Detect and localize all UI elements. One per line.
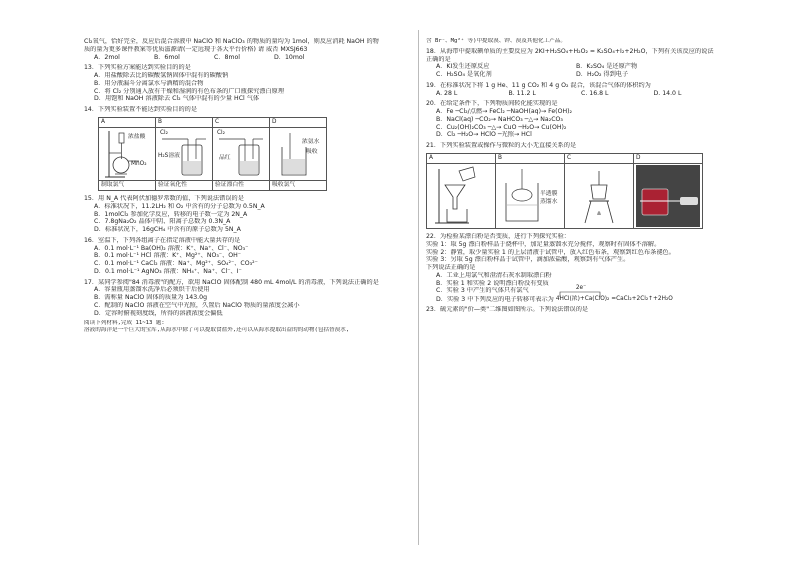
intro-line-1: Cl₂氧气，恰好完全，反应后混合溶液中 NaClO 和 NaClO₃ 的物质的量均为 1mol，则反应消耗 NaOH 的物 bbox=[84, 38, 379, 45]
q12-option-c[interactable]: C．8mol bbox=[214, 53, 240, 61]
q17-option-b[interactable]: B．需称量 NaClO 固体的质量为 143.0g bbox=[94, 294, 207, 302]
q13-option-d[interactable]: D．用饱和 NaOH 溶液除去 Cl₂ 气体中混有的少量 HCl 气体 bbox=[94, 95, 260, 103]
q14-header-c: C bbox=[213, 117, 270, 127]
q16-stem: 16．室温下，下列各组离子在指定溶液中能大量共存的是 bbox=[84, 236, 241, 244]
q21-header-d: D bbox=[634, 153, 703, 163]
label-cl2-b: Cl₂ bbox=[160, 129, 168, 136]
q16-option-c[interactable]: C．0.1 mol·L⁻¹ CaCl₂ 溶液：Na⁺、Mg²⁺、SO₄²⁻、CO₃²⁻ bbox=[94, 260, 258, 268]
q21-header-c: C bbox=[565, 153, 634, 163]
q13-stem: 13．下列实验方案能达到实验目的的是 bbox=[84, 64, 191, 72]
q22-step-1: 实验 1：取 5g 漂白粉样品于烧杯中，加足量蒸馏水充分搅拌，观察时有固体不溶解。 bbox=[426, 240, 661, 248]
q22-option-b[interactable]: B．实验 1 和实验 2 说明漂白粉没有变质 bbox=[436, 279, 549, 287]
q14-header-d: D bbox=[270, 117, 327, 127]
laser-colloid-image bbox=[636, 165, 700, 227]
q17-option-c[interactable]: C．配制的 NaClO 溶液在空气中光照，久置后 NaClO 物质的量浓度会减小 bbox=[94, 301, 300, 309]
q22-option-d[interactable]: D．实验 3 中下列反应的电子转移可表示为 bbox=[436, 295, 554, 303]
q19-option-d[interactable]: D. 14.0 L bbox=[653, 89, 682, 97]
q14-header-a: A bbox=[99, 117, 156, 127]
q14-caption-a: 制取氯气 bbox=[99, 180, 156, 190]
filtration-image bbox=[429, 165, 493, 227]
q14-stem: 14．下列实验装置不能达到实验目的的是 bbox=[84, 106, 198, 113]
q19-options bbox=[426, 90, 726, 98]
q13-option-c[interactable]: C．将 Cl₂ 分别通入放有干燥和湿润的有色布条的广口瓶探究漂白原理 bbox=[94, 87, 285, 95]
q18-stem-2: 正确的是 bbox=[426, 55, 451, 63]
q19-stem: 19．在标准状况下将 1 g He、11 g CO₂ 和 4 g O₂ 混合，该混合气体的体积约为 bbox=[426, 81, 651, 89]
q20-option-a[interactable]: A．Fe ─Cl₂/点燃→ FeCl₂ ─NaOH(aq)→ Fe(OH)₂ bbox=[436, 108, 573, 116]
q13-option-a[interactable]: A．用盐酸除去比的碳酸氢钠固体中混有的碳酸钠 bbox=[94, 72, 229, 79]
q12-option-b[interactable]: B．6mol bbox=[154, 53, 180, 61]
q18-option-c[interactable]: C．H₂SO₄ 是氧化剂 bbox=[436, 71, 492, 79]
q15-option-b[interactable]: B．1molCl₂ 参加化学反应，转移的电子数一定为 2N_A bbox=[94, 210, 248, 218]
continuation-line: 含 Br⁻、Mg²⁺ 等)中提取溴、钾、溴及其他化工产品。 bbox=[426, 38, 566, 44]
q18-option-a[interactable]: A．KI发生还原反应 bbox=[436, 63, 490, 71]
column-divider bbox=[418, 30, 419, 545]
q22-substem: 下列说法正确的是 bbox=[426, 264, 476, 272]
label-mno2: MnO₂ bbox=[131, 160, 147, 167]
q14-header-b: B bbox=[156, 117, 213, 127]
q22-option-c[interactable]: C．实验 3 中产生的气体只有氯气 bbox=[436, 287, 529, 295]
q15-stem: 15．用 N_A 代表阿伏加德罗常数的值，下列说法错误的是 bbox=[84, 195, 244, 203]
beaker-absorb-image bbox=[272, 129, 324, 179]
label-ammonia: 浓氨水 bbox=[302, 138, 320, 145]
label-pinhong: 品红 bbox=[219, 154, 231, 161]
q15-option-a[interactable]: A．标准状况下，11.2LH₂ 和 O₂ 中含有的分子总数为 0.5N_A bbox=[94, 202, 265, 210]
label-distilled-water: 蒸馏水 bbox=[540, 199, 558, 206]
q23-stem: 23．硫元素的"价—类"二维图如图所示。下列说法错误的是 bbox=[426, 306, 589, 314]
electron-arrow-icon bbox=[556, 291, 606, 297]
q18-option-d[interactable]: D．H₂O₂ 得到电子 bbox=[576, 71, 629, 79]
q20-option-c[interactable]: C．Cu₂(OH)₂CO₃ ─△→ CuO ─H₂O→ Cu(OH)₂ bbox=[436, 123, 567, 131]
q14-caption-b: 验证氧化性 bbox=[156, 180, 213, 190]
q19-option-c[interactable]: C. 16.8 L bbox=[581, 89, 609, 97]
q16-option-d[interactable]: D．0.1 mol·L⁻¹ AgNO₃ 溶液：NH₄⁺、Na⁺、Cl⁻、I⁻ bbox=[94, 267, 242, 275]
label-absorb: 吸收 bbox=[306, 148, 318, 155]
q20-option-d[interactable]: D．Cl₂ ─H₂O→ HClO ─光照→ HCl bbox=[436, 131, 532, 139]
q17-option-a[interactable]: A．容量瓶用蒸馏水洗净后必须烘干后使用 bbox=[94, 286, 210, 294]
electron-label: 2e⁻ bbox=[575, 285, 587, 292]
q22-stem: 22．为检验某漂白粉是否变质，进行下列探究实验： bbox=[426, 233, 570, 241]
q20-option-b[interactable]: B．NaCl(aq) ─CO₂→ NaHCO₃ ─△→ Na₂CO₃ bbox=[436, 115, 563, 123]
q18-option-b[interactable]: B．K₂SO₄ 是还原产物 bbox=[576, 63, 638, 71]
label-cl2-c: Cl₂ bbox=[217, 129, 225, 136]
q19-option-b[interactable]: B. 11.2 L bbox=[508, 89, 536, 97]
q15-option-c[interactable]: C．7.8gNa₂O₂ 晶体中阴、阳离子总数为 0.3N_A bbox=[94, 218, 231, 226]
passage-title: 阅读下列材料,完成 11~13 题: bbox=[84, 320, 165, 327]
label-semipermeable: 半透膜 bbox=[540, 191, 558, 198]
q14-caption-c: 验证漂白性 bbox=[213, 180, 270, 190]
electron-equation: 4HCl(浓)+Ca(ClO)₂ =CaCl₂+2Cl₂↑+2H₂O bbox=[555, 296, 673, 303]
q18-stem: 18．从海带中提取碘单质的主要反应为 2KI+H₂SO₄+H₂O₂ = K₂SO₄+I₂+2H₂O，下列有关该反应的说法 bbox=[426, 47, 714, 55]
label-conc-hcl: 浓盐酸 bbox=[128, 133, 146, 140]
electron-transfer-equation bbox=[555, 285, 673, 303]
q21-header-b: B bbox=[496, 153, 565, 163]
gas-bottle-h2s-image bbox=[158, 129, 210, 179]
intro-line-2: 质的量为更多课件教案等优质滋源请(一定远现于各大平台价格) 请 威否 MXSJ663 bbox=[84, 45, 308, 53]
label-h2s: H₂S溶液 bbox=[158, 152, 180, 159]
q22-step-3: 实验 3：另取 5g 漂白粉样品于试管中，滴加浓盐酸，观察到有气体产生。 bbox=[426, 256, 630, 264]
q18-options bbox=[426, 63, 726, 79]
q16-option-a[interactable]: A．0.1 mol·L⁻¹ Ba(OH)₂ 溶液：K⁺、Na⁺、Cl⁻、NO₃⁻ bbox=[94, 244, 249, 252]
q16-option-b[interactable]: B．0.1 mol·L⁻¹ HCl 溶液：K⁺、Mg²⁺、NO₃⁻、OH⁻ bbox=[94, 252, 242, 260]
dialysis-image bbox=[498, 165, 562, 227]
flask-apparatus-image bbox=[101, 129, 153, 179]
q21-apparatus-table bbox=[426, 153, 703, 229]
right-column bbox=[426, 38, 726, 314]
passage-line: 溶液的海洋是一个巨大的宝库,从海水中除了可以提取食盐外,还可以从海水提取出益的的动物(包括替溴水, bbox=[84, 327, 350, 334]
q22-step-2: 实验 2：静置，取少量实验 1 的上层清液于试管中，放入红色布条，观察到红色布条褪色。 bbox=[426, 248, 675, 256]
q21-header-a: A bbox=[427, 153, 496, 163]
tripod-heating-image bbox=[567, 165, 631, 227]
q12-option-d[interactable]: D．10mol bbox=[274, 53, 305, 61]
q22-option-a[interactable]: A．工业上用氯气和澄清石灰水制取漂白粉 bbox=[436, 271, 552, 279]
q13-option-b[interactable]: B．用分液漏斗分离氯水与酒精的混合物 bbox=[94, 79, 204, 87]
q20-stem: 20．在给定条件下，下列物质间转化能实现的是 bbox=[426, 100, 558, 108]
q14-caption-d: 吸收氯气 bbox=[270, 180, 327, 190]
q21-stem: 21．下列实验装置或操作与微粒的大小无直接关系的是 bbox=[426, 142, 577, 150]
q15-option-d[interactable]: D．标准状况下，16gCH₄ 中含有的原子总数为 5N_A bbox=[94, 226, 241, 234]
q12-option-a[interactable]: A．2mol bbox=[94, 53, 120, 61]
q19-option-a[interactable]: A. 28 L bbox=[436, 89, 458, 97]
q17-option-d[interactable]: D．定容时俯视刻度线，所得的溶液浓度会偏低 bbox=[94, 309, 223, 317]
gas-bottle-pinhong-image bbox=[215, 129, 267, 179]
q14-apparatus-table bbox=[98, 117, 327, 191]
q17-stem: 17．某同学参阅"84 消毒液"的配方，欲用 NaClO 固体配制 480 mL 4mol/L 的消毒液，下列说法正确的是 bbox=[84, 278, 379, 286]
q12-options bbox=[84, 54, 414, 62]
left-column bbox=[84, 38, 414, 334]
